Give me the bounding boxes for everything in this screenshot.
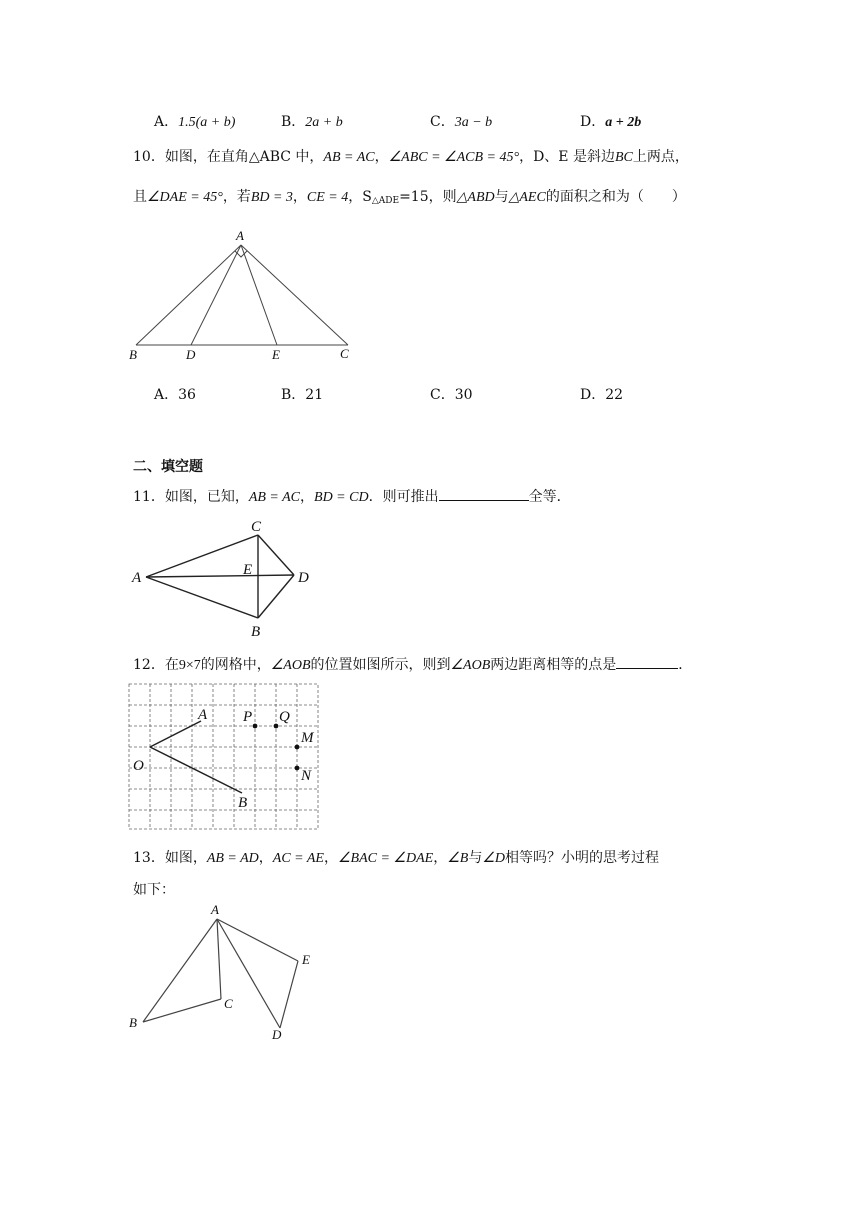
q10-option-a — [154, 384, 196, 404]
equation: AB = AC — [323, 150, 375, 165]
label-d: D — [186, 347, 196, 362]
answer-blank[interactable] — [616, 654, 678, 669]
equation: 9×7 — [178, 658, 201, 673]
subscript: △ADE — [371, 196, 400, 206]
option-letter: D． — [580, 114, 606, 130]
label-b: B — [251, 624, 261, 640]
q10-triangle-figure — [125, 225, 360, 365]
equation: ∠BAC = ∠DAE — [337, 851, 434, 866]
equation: AB = AC — [248, 490, 301, 505]
label-d: D — [272, 1027, 282, 1042]
text: ，D、E 是斜边 — [519, 149, 615, 165]
option-value: 36 — [178, 387, 196, 403]
q13-triangles-figure — [125, 900, 325, 1045]
answer-blank[interactable] — [439, 486, 529, 501]
equation: AB = AD — [206, 851, 259, 866]
q13-line2: 如下： — [133, 882, 175, 898]
label-n: N — [301, 768, 312, 784]
label-e: E — [243, 562, 253, 578]
q12-text — [133, 654, 692, 674]
equation: ∠AOB — [270, 658, 311, 673]
option-letter: B． — [281, 114, 306, 130]
q9-option-b — [281, 111, 343, 131]
text: ，若 — [222, 189, 251, 205]
text: 与 — [494, 189, 509, 205]
q12-grid-figure — [128, 683, 321, 831]
text: 相等吗？小明的思考过程 — [504, 850, 659, 866]
text: 上两点， — [632, 149, 689, 165]
q9-option-c — [430, 111, 492, 131]
label-m: M — [301, 730, 314, 746]
option-letter: C． — [430, 114, 455, 130]
option-letter: A． — [154, 114, 179, 130]
label-o: O — [133, 758, 144, 774]
equation: BD = 3 — [250, 190, 293, 205]
option-expr: 3a − b — [454, 115, 493, 130]
text: 的位置如图所示，则到 — [310, 657, 451, 673]
label-a: A — [236, 228, 244, 243]
label-a: A — [132, 570, 142, 586]
text: 11．如图，已知， — [133, 489, 249, 505]
option-letter: B． — [281, 387, 306, 403]
text: 与 — [468, 850, 483, 866]
text: ．则可推出 — [368, 489, 439, 505]
q10-option-b — [281, 384, 323, 404]
label-q: Q — [279, 709, 290, 725]
equation: ∠B — [447, 851, 469, 866]
text: ， — [292, 189, 307, 205]
section-title: 二、填空题 — [133, 459, 203, 475]
q9-option-a — [154, 111, 235, 131]
option-value: 22 — [605, 387, 624, 403]
q13-line1 — [133, 847, 659, 867]
option-letter: D． — [580, 387, 606, 403]
q10-option-d — [580, 384, 623, 404]
text: 且 — [133, 189, 147, 205]
text: ， — [323, 850, 338, 866]
label-c: C — [224, 996, 233, 1011]
option-value: 30 — [454, 387, 473, 403]
option-letter: A． — [154, 387, 179, 403]
text: 13．如图， — [133, 850, 207, 866]
text: ， — [374, 149, 389, 165]
text: 12．在 — [133, 657, 179, 673]
option-expr: 2a + b — [305, 115, 343, 130]
q10-line1 — [133, 146, 689, 166]
text: ， — [300, 489, 315, 505]
label-b: B — [238, 795, 248, 811]
equation: BD = CD — [314, 490, 369, 505]
label-c: C — [251, 519, 262, 535]
q9-option-d — [580, 111, 641, 131]
equation: CE = 4 — [306, 190, 349, 205]
label-a: A — [211, 902, 219, 917]
equation: AC = AE — [272, 851, 324, 866]
equation: △ABD — [456, 190, 495, 205]
q10-line2 — [133, 186, 686, 206]
text: ， — [258, 850, 273, 866]
option-expr: 1.5(a + b) — [178, 115, 236, 130]
text: 全等． — [528, 489, 571, 505]
option-letter: C． — [430, 387, 455, 403]
option-value: 21 — [305, 387, 324, 403]
option-expr: a + 2b — [605, 115, 642, 130]
equation: ∠DAE = 45° — [147, 190, 223, 205]
text: 的网格中， — [200, 657, 271, 673]
label-c: C — [340, 346, 349, 361]
text: 10．如图，在直角△ABC 中， — [133, 149, 324, 165]
equation: ∠AOB — [450, 658, 491, 673]
text: 的面积之和为（ ） — [545, 189, 686, 205]
q10-option-c — [430, 384, 473, 404]
label-e: E — [302, 952, 310, 967]
q11-kite-figure — [128, 515, 328, 640]
equation: △AEC — [508, 190, 546, 205]
label-d: D — [298, 570, 309, 586]
q11-text — [133, 486, 571, 506]
text: =15，则 — [399, 189, 457, 205]
equation: ∠ABC = ∠ACB = 45° — [388, 150, 520, 165]
text: ． — [678, 657, 693, 673]
text: ，S — [348, 189, 372, 205]
text: ， — [433, 850, 448, 866]
text: 两边距离相等的点是 — [490, 657, 617, 673]
label-a: A — [198, 707, 208, 723]
equation: ∠D — [482, 851, 505, 866]
equation: BC — [614, 150, 633, 165]
label-b: B — [129, 347, 137, 362]
label-p: P — [243, 709, 253, 725]
label-e: E — [272, 347, 280, 362]
label-b: B — [129, 1015, 137, 1030]
